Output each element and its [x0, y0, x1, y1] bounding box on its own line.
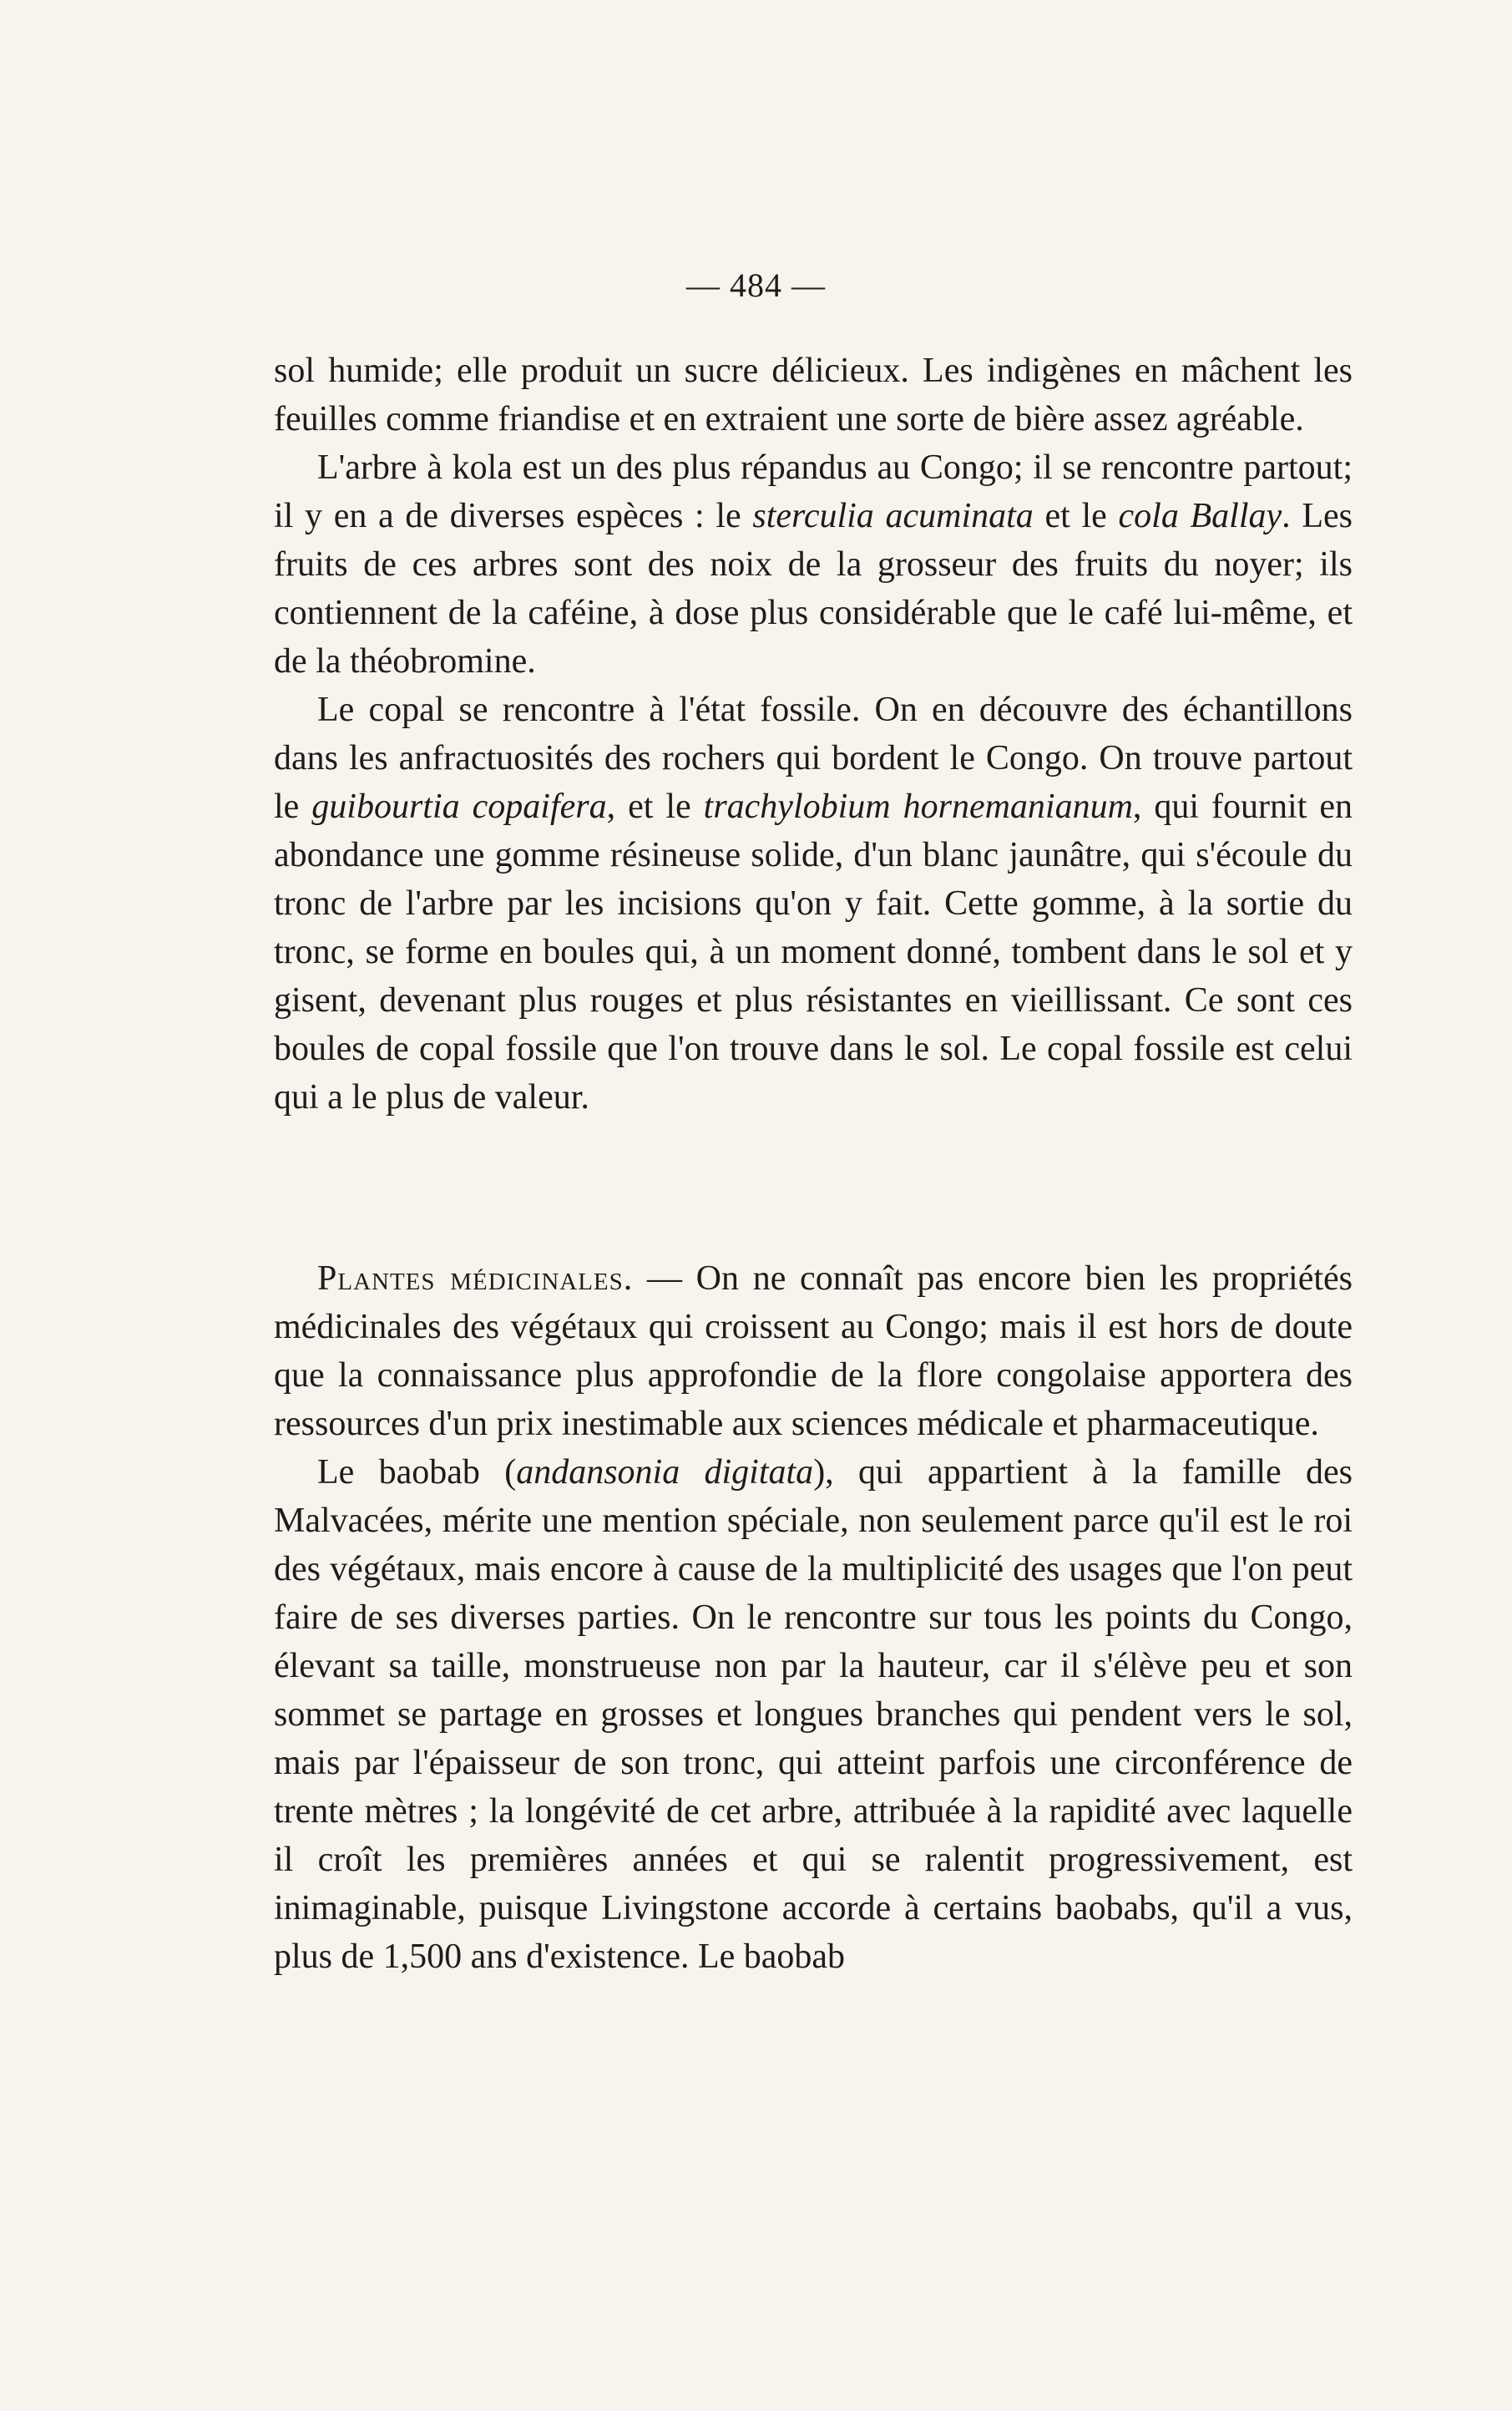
paragraph-kola-text-2: et le [1033, 497, 1119, 535]
paragraph-kola-text-1: L'arbre à kola est un des plus répandus au Congo; il se rencontre partout; il y en a de diverses espèces : le [274, 448, 1353, 535]
species-trachylobium: trachylobium hornemanianum [703, 788, 1133, 826]
paragraph-baobab [274, 1448, 1353, 1981]
page-number: — 484 — [686, 266, 826, 304]
paragraph-medicinal-text: — On ne connaît pas encore bien les propriétés médicinales des végétaux qui croissent au Congo; mais il est hors de doute que la connaissance plus approfondie de la flore congolaise apportera des ressources d'un prix inestimable aux sciences médicale et pharmaceutique. [274, 1259, 1353, 1443]
text-block-medicinal [274, 1254, 1353, 1981]
paragraph-sol-humide: sol humide; elle produit un sucre délicieux. Les indigènes en mâchent les feuilles comme friandise et en extraient une sorte de bière assez agréable. [274, 352, 1353, 438]
species-andansonia: andansonia digitata [516, 1453, 814, 1492]
paragraph-plantes-medicinales [274, 1254, 1353, 1448]
species-cola-ballay: cola Ballay [1118, 497, 1282, 535]
paragraph-kola [274, 443, 1353, 686]
paragraph-baobab-text-1: Le baobab ( [317, 1453, 517, 1492]
paragraph-kola-text-3: . Les fruits de ces arbres sont des noix de la grosseur des fruits du noyer; ils contiennent de la caféine, à dose plus considérable que le café lui-même, et de la théobromine. [274, 497, 1353, 681]
paragraph-copal-text-3: , qui fournit en abondance une gomme résineuse solide, d'un blanc jaunâtre, qui s'écoule du tronc de l'arbre par les incisions qu'on y fait. Cette gomme, à la sortie du tronc, se forme en boules qui, à un moment donné, tombent dans le sol et y gisent, devenant plus rouges et plus résistantes en vieillissant. Ce sont ces boules de copal fossile que l'on trouve dans le sol. Le copal fossile est celui qui a le plus de valeur. [274, 788, 1353, 1117]
paragraph-copal [274, 686, 1353, 1122]
text-block-main [274, 347, 1353, 1122]
paragraph-baobab-text-2: ), qui appartient à la famille des Malvacées, mérite une mention spéciale, non seulement parce qu'il est le roi des végétaux, mais encore à cause de la multiplicité des usages que l'on peut faire de ses diverses parties. On le rencontre sur tous les points du Congo, élevant sa taille, monstrueuse non par la hauteur, car il s'élève peu et son sommet se partage en grosses et longues branches qui pendent vers le sol, mais par l'épaisseur de son tronc, qui atteint parfois une circonférence de trente mètres ; la longévité de cet arbre, attribuée à la rapidité avec laquelle il croît les premières années et qui se ralentit progressivement, est inimaginable, puisque Livingstone accorde à certains baobabs, qu'il a vus, plus de 1,500 ans d'existence. Le baobab [274, 1453, 1353, 1976]
paragraph-copal-text-2: , et le [606, 788, 704, 826]
section-heading-plantes-medicinales: Plantes médicinales. [317, 1259, 634, 1298]
paragraph-copal-text-1: Le copal se rencontre à l'état fossile. On en découvre des échantillons dans les anfractuosités des rochers qui bordent le Congo. On trouve partout le [274, 691, 1353, 826]
species-guibourtia: guibourtia copaifera [311, 788, 607, 826]
species-sterculia: sterculia acuminata [752, 497, 1034, 535]
